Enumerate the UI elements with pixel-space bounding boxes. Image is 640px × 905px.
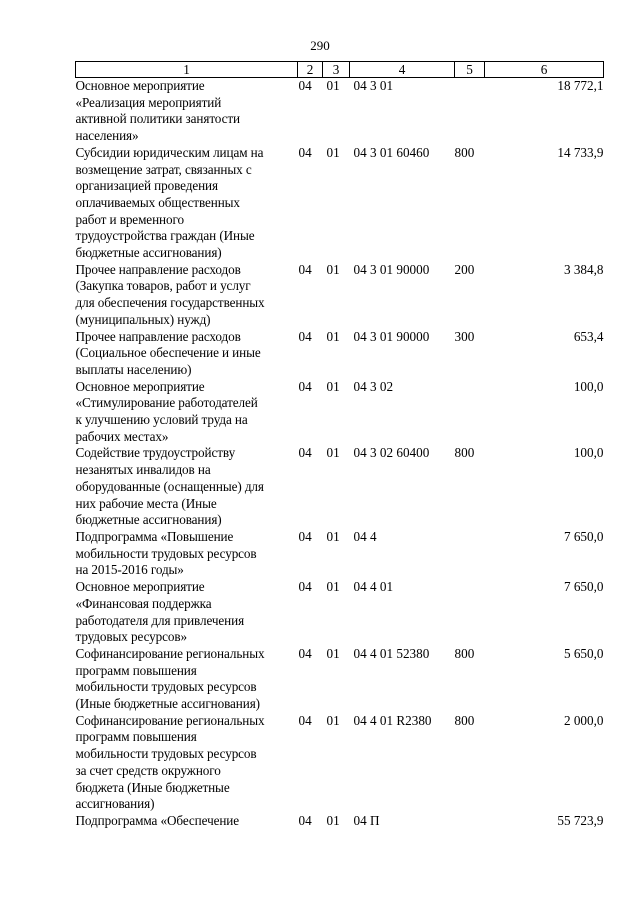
row-target-article: 04 4 01 52380 [353,645,430,661]
column-header-4: 4 [350,62,455,78]
row-subsection: 01 [326,445,340,461]
row-target-article: 04 4 [353,528,377,544]
row-section: 04 [298,144,312,160]
row-target-article: 04 3 01 90000 [353,328,430,344]
table-row [76,713,604,813]
row-name: Содействие трудоустройству незанятых инвалидов на оборудованные (оснащенные) для них рабочие места (Иные бюджетные ассигнования) [75,445,264,528]
row-target-article: 04 3 01 [353,78,394,93]
table-row [76,646,604,713]
row-amount: 55 723,9 [557,812,604,828]
row-target-article: 04 П [353,812,380,828]
row-amount: 2 000,0 [563,712,604,728]
row-section: 04 [298,328,312,344]
row-target-article: 04 3 01 90000 [353,261,430,277]
row-subsection: 01 [326,144,340,160]
row-section: 04 [298,445,312,461]
row-amount: 3 384,8 [563,261,604,277]
row-name: Основное мероприятие «Реализация мероприятий активной политики занятости населения» [75,78,241,144]
row-amount: 7 650,0 [563,528,604,544]
row-target-article: 04 3 02 [353,378,394,394]
row-name: Софинансирование региональных программ повышения мобильности трудовых ресурсов (Иные бюджетные ассигнования) [75,645,265,712]
row-expense-type: 800 [454,645,475,661]
row-name: Софинансирование региональных программ повышения мобильности трудовых ресурсов за счет средств окружного бюджета (Иные бюджетные ассигнования) [75,712,265,812]
row-expense-type: 200 [454,261,475,277]
row-name: Подпрограмма «Повышение мобильности трудовых ресурсов на 2015-2016 годы» [75,528,257,578]
row-expense-type: 800 [454,445,475,461]
column-header-6: 6 [485,62,604,78]
table-row [76,445,604,529]
column-header-2: 2 [298,62,323,78]
row-subsection: 01 [326,261,340,277]
table-row [76,78,604,145]
row-section: 04 [298,378,312,394]
table-header-row [76,62,604,78]
table-row [76,813,604,830]
row-subsection: 01 [326,712,340,728]
table-row [76,579,604,646]
row-subsection: 01 [326,378,340,394]
row-section: 04 [298,712,312,728]
table-row [76,529,604,579]
row-subsection: 01 [326,78,340,93]
row-amount: 18 772,1 [557,78,604,93]
row-name: Прочее направление расходов (Социальное обеспечение и иные выплаты населению) [75,328,261,377]
row-subsection: 01 [326,812,340,828]
row-name: Основное мероприятие «Стимулирование работодателей к улучшению условий труда на рабочих местах» [75,378,258,444]
row-expense-type: 800 [454,712,475,728]
row-amount: 14 733,9 [557,144,604,160]
row-name: Прочее направление расходов (Закупка товаров, работ и услуг для обеспечения государственных (муниципальных) нужд) [75,261,265,327]
row-target-article: 04 4 01 R2380 [353,712,432,728]
row-name: Основное мероприятие «Финансовая поддержка работодателя для привлечения трудовых ресурсов» [75,579,245,645]
row-amount: 7 650,0 [563,579,604,595]
row-amount: 653,4 [573,328,604,344]
row-target-article: 04 3 01 60460 [353,144,430,160]
page-number: 290 [310,38,330,53]
row-expense-type [455,379,485,446]
row-expense-type [455,529,485,579]
row-section: 04 [298,645,312,661]
row-target-article: 04 4 01 [353,579,394,595]
budget-table [75,61,604,830]
column-header-3: 3 [323,62,350,78]
table-row [76,329,604,379]
row-subsection: 01 [326,528,340,544]
row-subsection: 01 [326,579,340,595]
row-section: 04 [298,812,312,828]
row-expense-type [455,813,485,830]
row-subsection: 01 [326,328,340,344]
row-target-article: 04 3 02 60400 [353,445,430,461]
row-subsection: 01 [326,645,340,661]
row-expense-type: 800 [454,144,475,160]
row-section: 04 [298,528,312,544]
table-row [76,262,604,329]
row-amount: 5 650,0 [563,645,604,661]
row-name: Подпрограмма «Обеспечение [75,812,240,828]
row-section: 04 [298,261,312,277]
row-expense-type [455,78,485,145]
row-amount: 100,0 [573,445,604,461]
row-amount: 100,0 [573,378,604,394]
row-expense-type [455,579,485,646]
column-header-5: 5 [455,62,485,78]
column-header-1: 1 [76,62,298,78]
row-section: 04 [298,579,312,595]
row-name: Субсидии юридическим лицам на возмещение затрат, связанных с организацией проведения оплачиваемых общественных работ и временного трудоустройства граждан (Иные бюджетные ассигнования) [75,144,264,261]
row-section: 04 [298,78,312,93]
table-row [76,145,604,262]
table-row [76,379,604,446]
row-expense-type: 300 [454,328,475,344]
